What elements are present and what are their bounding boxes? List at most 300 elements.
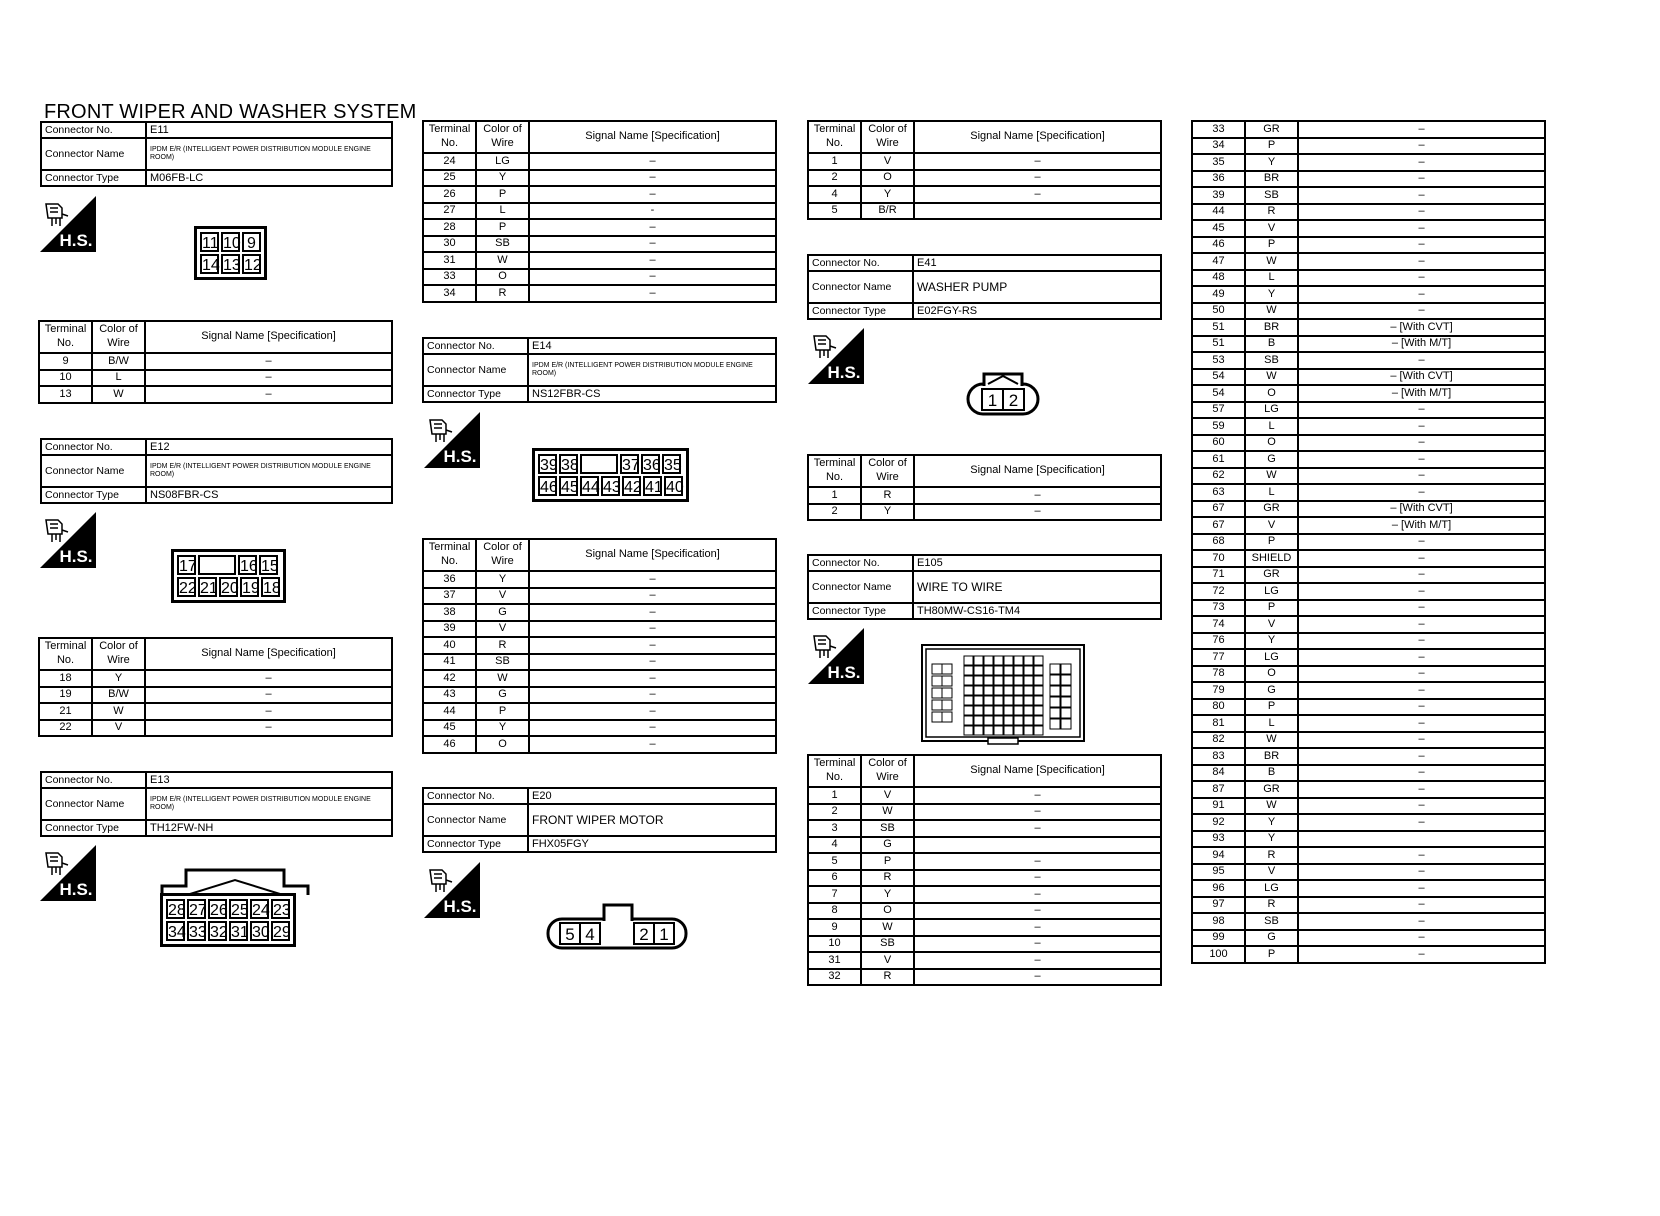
signal-name-cell: – [1298,418,1545,435]
terminal-no-cell: 1 [808,153,861,170]
wire-color-cell: P [1245,699,1298,716]
connector-no-label: Connector No. [41,122,146,138]
wire-color-cell: GR [1245,501,1298,518]
table-row [808,837,1161,854]
terminal-no-header: Terminal No. [39,321,92,353]
harness-side-icon [808,328,864,384]
signal-name-cell: – [529,604,776,621]
terminal-no-cell: 60 [1192,435,1245,452]
pin-14: 14 [200,254,219,274]
terminal-no-cell: 49 [1192,286,1245,303]
table-row [1192,534,1545,551]
signal-name-cell: – [With CVT] [1298,319,1545,336]
terminal-no-cell: 9 [39,353,92,370]
wire-color-cell: W [1245,253,1298,270]
terminal-no-cell: 10 [39,370,92,387]
table-row [1192,649,1545,666]
connector-hood-e13 [160,868,310,896]
terminal-no-cell: 83 [1192,748,1245,765]
signal-name-cell: – [1298,220,1545,237]
wire-color-cell: G [476,604,529,621]
signal-name-cell: – [914,504,1161,521]
table-row [808,504,1161,521]
color-of-wire-header: Color of Wire [92,638,145,670]
page-title: FRONT WIPER AND WASHER SYSTEM [44,101,417,123]
wire-color-cell: P [1245,237,1298,254]
terminal-no-header: Terminal No. [423,539,476,571]
connector-no-label: Connector No. [808,555,913,571]
table-row [808,936,1161,953]
signal-name-cell: – [With M/T] [1298,385,1545,402]
connector-type-value: FHX05FGY [528,836,776,852]
table-row [1192,352,1545,369]
terminal-no-cell: 26 [423,186,476,203]
color-of-wire-header: Color of Wire [476,539,529,571]
wire-color-cell: O [476,736,529,753]
table-row [1192,814,1545,831]
signal-name-cell: – [1298,171,1545,188]
terminal-no-cell: 28 [423,219,476,236]
wire-color-cell: V [1245,864,1298,881]
signal-name-cell: – [529,720,776,737]
table-row [1192,765,1545,782]
signal-name-cell: – [145,353,392,370]
harness-side-icon [808,628,864,684]
terminal-no-cell: 67 [1192,501,1245,518]
signal-name-cell: – [1298,451,1545,468]
wire-color-cell: R [476,637,529,654]
table-row [1192,732,1545,749]
table-row [1192,897,1545,914]
terminal-no-cell: 53 [1192,352,1245,369]
wire-color-cell: LG [476,153,529,170]
table-row [1192,336,1545,353]
hs-label: H.S. [59,231,93,250]
terminal-no-cell: 73 [1192,600,1245,617]
pin-32: 32 [208,921,227,941]
signal-name-cell: – [529,236,776,253]
signal-name-cell: – [1298,781,1545,798]
table-row [1192,880,1545,897]
wire-color-cell: B [1245,765,1298,782]
table-row [1192,253,1545,270]
pin-15: 15 [259,555,278,575]
table-row [1192,699,1545,716]
wire-color-cell: LG [1245,402,1298,419]
connector-no-label: Connector No. [423,338,528,354]
signal-name-cell: – [1298,187,1545,204]
table-row [1192,171,1545,188]
terminal-no-cell: 45 [1192,220,1245,237]
terminal-no-cell: 62 [1192,468,1245,485]
terminal-no-cell: 35 [1192,154,1245,171]
terminal-no-cell: 57 [1192,402,1245,419]
signal-name-cell: – [1298,600,1545,617]
signal-name-cell: – [914,952,1161,969]
pin-28: 28 [166,899,185,919]
connector-face-e12 [171,549,286,603]
wire-color-cell: W [92,703,145,720]
table-row [1192,550,1545,567]
pin-27: 27 [187,899,206,919]
wire-color-cell: R [861,969,914,986]
signal-name-cell: – [914,487,1161,504]
wire-color-cell: GR [1245,121,1298,138]
pin-11: 11 [200,232,219,252]
terminal-no-cell: 18 [39,670,92,687]
signal-name-cell: – [914,153,1161,170]
pin-5: 5 [565,925,575,944]
terminal-no-cell: 71 [1192,567,1245,584]
terminal-no-cell: 94 [1192,847,1245,864]
signal-name-cell: – [529,621,776,638]
connector-no-label: Connector No. [808,255,913,271]
terminal-no-cell: 34 [423,285,476,302]
signal-name-cell: – [1298,468,1545,485]
wire-color-cell: R [861,487,914,504]
terminal-no-cell: 33 [1192,121,1245,138]
wire-color-cell: L [1245,484,1298,501]
table-row [808,919,1161,936]
signal-name-cell: – [914,936,1161,953]
connector-type-value: NS08FBR-CS [146,487,392,503]
table-row [1192,468,1545,485]
wire-color-cell: Y [476,720,529,737]
connector-info-e105 [807,554,1162,620]
wire-color-cell: BR [1245,319,1298,336]
wire-color-cell: P [1245,946,1298,963]
table-row [808,870,1161,887]
connector-no-label: Connector No. [41,439,146,455]
table-row [1192,187,1545,204]
signal-name-cell: – [1298,567,1545,584]
table-row [1192,600,1545,617]
wire-color-cell: O [476,269,529,286]
wire-color-cell: LG [1245,649,1298,666]
terminal-no-cell: 13 [39,386,92,403]
wire-color-cell: SHIELD [1245,550,1298,567]
terminal-no-cell: 37 [423,588,476,605]
signal-name-cell: – [With M/T] [1298,517,1545,534]
signal-name-cell: – [1298,930,1545,947]
table-row [1192,402,1545,419]
terminal-no-cell: 76 [1192,633,1245,650]
table-row [423,670,776,687]
table-row [1192,204,1545,221]
terminal-no-cell: 63 [1192,484,1245,501]
table-row [423,219,776,236]
wire-color-cell: BR [1245,748,1298,765]
table-row [1192,567,1545,584]
table-row [423,571,776,588]
pin-34: 34 [166,921,185,941]
signal-name-cell: – [529,670,776,687]
signal-name-header: Signal Name [Specification] [914,121,1161,153]
color-of-wire-header: Color of Wire [92,321,145,353]
connector-type-value: M06FB-LC [146,170,392,186]
wire-color-cell: R [861,870,914,887]
pin-9: 9 [242,232,261,252]
terminal-no-cell: 59 [1192,418,1245,435]
terminal-no-cell: 99 [1192,930,1245,947]
signal-name-cell: – [529,219,776,236]
signal-name-header: Signal Name [Specification] [914,755,1161,787]
wire-color-cell: SB [861,820,914,837]
signal-name-cell: – [1298,154,1545,171]
terminal-no-cell: 47 [1192,253,1245,270]
table-row [39,720,392,737]
table-row [1192,633,1545,650]
connector-name-label: Connector Name [423,804,528,836]
terminal-no-cell: 93 [1192,831,1245,848]
wire-color-cell: W [92,386,145,403]
terminal-no-cell: 39 [423,621,476,638]
terminal-no-cell: 4 [808,837,861,854]
signal-name-cell: – [1298,484,1545,501]
signal-name-cell: – [529,588,776,605]
terminal-table-e13 [422,120,777,303]
terminal-no-header: Terminal No. [808,121,861,153]
wire-color-cell: R [476,285,529,302]
wire-color-cell: V [1245,517,1298,534]
table-row [808,787,1161,804]
connector-name-value: IPDM E/R (INTELLIGENT POWER DISTRIBUTION MODULE ENGINE ROOM) [146,455,392,487]
pin-42: 42 [622,476,641,496]
wire-color-cell: P [861,853,914,870]
connector-no-value: E11 [146,122,392,138]
signal-name-cell: – [914,886,1161,903]
signal-name-cell: – [1298,732,1545,749]
terminal-no-cell: 80 [1192,699,1245,716]
pin-35: 35 [662,454,681,474]
wire-color-cell: L [1245,418,1298,435]
wire-color-cell: L [1245,270,1298,287]
terminal-no-cell: 42 [423,670,476,687]
connector-type-label: Connector Type [423,836,528,852]
terminal-no-cell: 50 [1192,303,1245,320]
pin-23: 23 [271,899,290,919]
connector-info-e13 [40,771,393,837]
wire-color-cell: O [861,903,914,920]
table-row [1192,517,1545,534]
table-row [423,588,776,605]
connector-face-e14 [532,448,689,502]
hs-label: H.S. [443,897,477,916]
terminal-no-cell: 7 [808,886,861,903]
connector-name-value: IPDM E/R (INTELLIGENT POWER DISTRIBUTION MODULE ENGINE ROOM) [146,138,392,170]
terminal-no-header: Terminal No. [39,638,92,670]
signal-name-cell: – [914,820,1161,837]
signal-name-cell: – [529,571,776,588]
connector-type-label: Connector Type [423,386,528,402]
terminal-no-cell: 36 [423,571,476,588]
wire-color-cell: B [1245,336,1298,353]
wire-color-cell: B/W [92,687,145,704]
table-row [1192,847,1545,864]
connector-name-value: WASHER PUMP [913,271,1161,303]
terminal-no-cell: 1 [808,487,861,504]
wire-color-cell: Y [1245,154,1298,171]
table-row [423,153,776,170]
connector-no-value: E105 [913,555,1161,571]
table-row [1192,930,1545,947]
table-row [1192,303,1545,320]
table-row [423,269,776,286]
table-row [1192,798,1545,815]
connector-type-label: Connector Type [808,303,913,319]
table-row [1192,237,1545,254]
hs-label: H.S. [827,363,861,382]
terminal-no-cell: 84 [1192,765,1245,782]
wire-color-cell: GR [1245,567,1298,584]
wire-color-cell: G [476,687,529,704]
table-row [423,186,776,203]
table-row [1192,286,1545,303]
wire-color-cell: B/W [92,353,145,370]
terminal-no-cell: 31 [423,252,476,269]
signal-name-cell: – [529,687,776,704]
pin-13: 13 [221,254,240,274]
table-row [808,186,1161,203]
wire-color-cell: Y [861,504,914,521]
table-row [1192,831,1545,848]
connector-info-e41 [807,254,1162,320]
terminal-no-header: Terminal No. [423,121,476,153]
table-row [1192,319,1545,336]
table-row [1192,451,1545,468]
terminal-no-cell: 48 [1192,270,1245,287]
pin-2: 2 [1008,391,1019,410]
pin-25: 25 [229,899,248,919]
signal-name-cell: – [529,703,776,720]
connector-name-value: WIRE TO WIRE [913,571,1161,603]
connector-name-label: Connector Name [423,354,528,386]
pin-19: 19 [240,577,259,597]
table-row [1192,418,1545,435]
wire-color-cell: R [1245,897,1298,914]
terminal-no-cell: 5 [808,853,861,870]
wire-color-cell: P [1245,534,1298,551]
table-row [423,687,776,704]
signal-name-header: Signal Name [Specification] [145,321,392,353]
wire-color-cell: P [476,186,529,203]
signal-name-cell: – [529,186,776,203]
signal-name-cell: – [145,703,392,720]
table-row [808,820,1161,837]
wire-color-cell: Y [1245,286,1298,303]
table-row [1192,946,1545,963]
pin-31: 31 [229,921,248,941]
signal-name-cell: – [914,170,1161,187]
terminal-no-cell: 36 [1192,171,1245,188]
pin-4: 4 [585,925,595,944]
wire-color-cell: Y [1245,633,1298,650]
wire-color-cell: W [476,670,529,687]
wire-color-cell: O [861,170,914,187]
connector-type-label: Connector Type [41,487,146,503]
table-row [39,670,392,687]
signal-name-cell [914,837,1161,854]
terminal-no-cell: 21 [39,703,92,720]
pin-38: 38 [559,454,578,474]
pin-41: 41 [643,476,662,496]
table-row [1192,385,1545,402]
terminal-no-cell: 2 [808,504,861,521]
terminal-no-cell: 51 [1192,319,1245,336]
table-row [1192,715,1545,732]
terminal-no-cell: 68 [1192,534,1245,551]
wire-color-cell: SB [1245,913,1298,930]
connector-no-value: E20 [528,788,776,804]
terminal-no-cell: 74 [1192,616,1245,633]
pin-1: 1 [659,925,669,944]
table-row [423,285,776,302]
signal-name-cell: – [529,736,776,753]
wire-color-cell: W [861,804,914,821]
table-row [423,736,776,753]
pin-10: 10 [221,232,240,252]
pin-33: 33 [187,921,206,941]
terminal-no-cell: 46 [423,736,476,753]
terminal-no-cell: 79 [1192,682,1245,699]
signal-name-cell: – [145,687,392,704]
wire-color-cell: G [1245,930,1298,947]
connector-face-e11 [194,226,267,280]
wire-color-cell: V [476,588,529,605]
wire-color-cell: W [476,252,529,269]
connector-face-e20 [546,902,688,950]
signal-name-cell: – [1298,534,1545,551]
wire-color-cell: O [1245,666,1298,683]
table-row [39,703,392,720]
signal-name-cell: – [1298,913,1545,930]
terminal-no-cell: 24 [423,153,476,170]
pin-1: 1 [987,391,998,410]
table-row [808,969,1161,986]
wire-color-cell: W [1245,798,1298,815]
terminal-no-cell: 98 [1192,913,1245,930]
wire-color-cell: Y [92,670,145,687]
color-of-wire-header: Color of Wire [861,755,914,787]
signal-name-cell: – [1298,814,1545,831]
wire-color-cell: V [861,153,914,170]
wire-color-cell: G [861,837,914,854]
connector-no-value: E14 [528,338,776,354]
signal-name-cell: – [914,186,1161,203]
terminal-no-cell: 67 [1192,517,1245,534]
signal-name-cell: – [1298,715,1545,732]
terminal-no-cell: 44 [423,703,476,720]
signal-name-cell: – [1298,237,1545,254]
table-row [1192,435,1545,452]
terminal-no-header: Terminal No. [808,455,861,487]
terminal-no-cell: 43 [423,687,476,704]
wire-color-cell: SB [1245,352,1298,369]
signal-name-cell: – [529,285,776,302]
signal-name-cell: – [914,787,1161,804]
wire-color-cell: B/R [861,203,914,220]
terminal-table-e105 [807,754,1162,986]
signal-name-cell: – [With CVT] [1298,369,1545,386]
signal-name-cell: – [914,804,1161,821]
table-row [39,687,392,704]
connector-info-e12 [40,438,393,504]
wire-color-cell: V [861,952,914,969]
table-row [1192,781,1545,798]
terminal-no-header: Terminal No. [808,755,861,787]
table-row [1192,748,1545,765]
terminal-no-cell: 51 [1192,336,1245,353]
